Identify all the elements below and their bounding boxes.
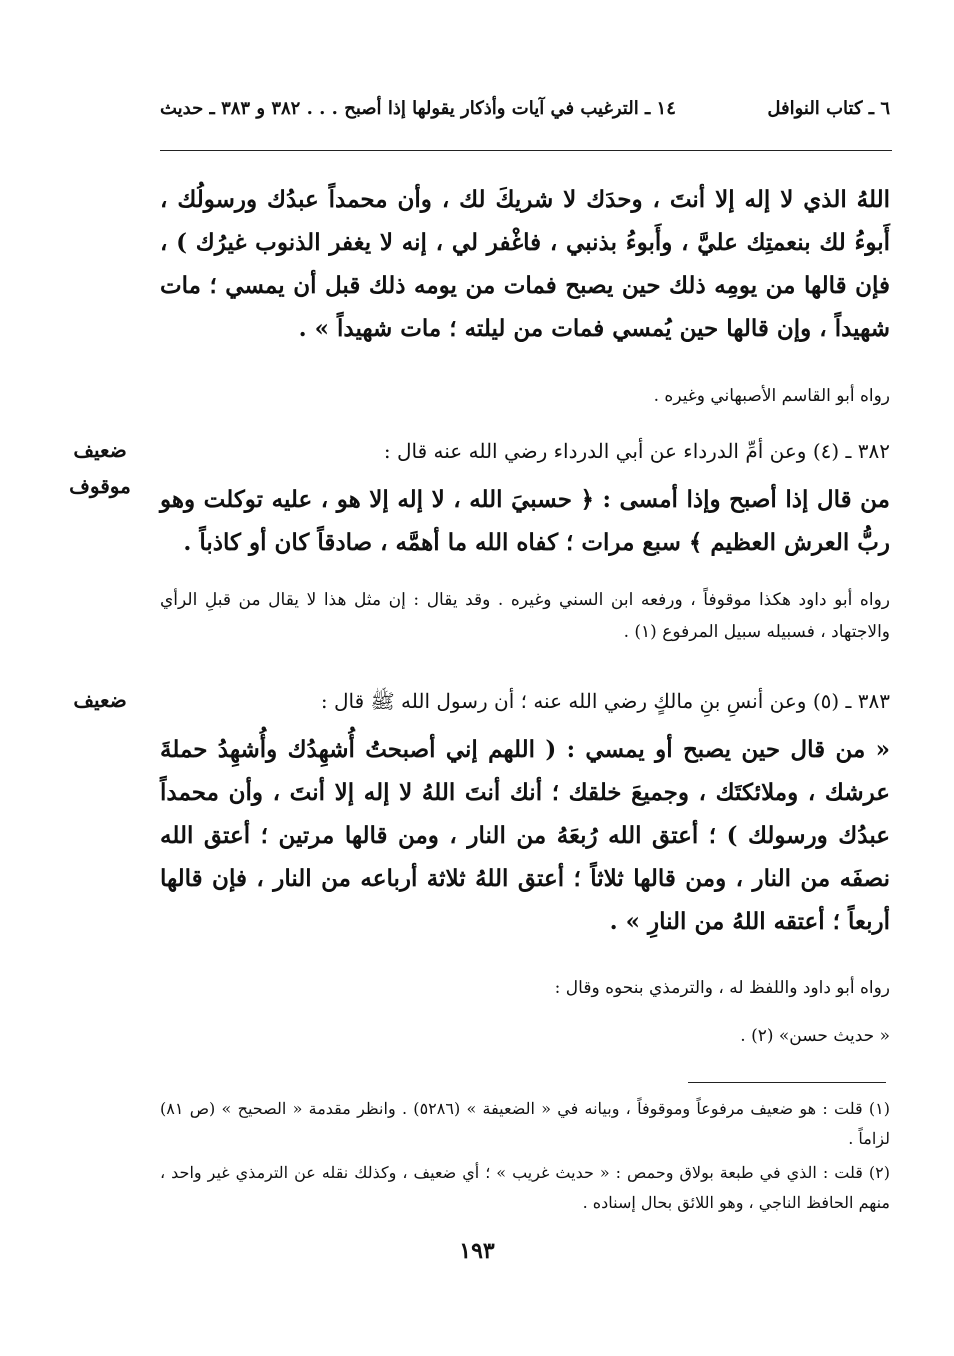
footnote-1: (١) قلت : هو ضعيف مرفوعاً وموقوفاً ، وبيانه في « الضعيفة » (٥٢٨٦) . وانظر مقدمة « الصحيح » (ص ٨١) لزاماً . (160, 1099, 890, 1148)
running-header (160, 98, 890, 119)
header-divider (160, 150, 892, 151)
hadith-383-heading: ٣٨٣ ـ (٥) وعن أنسِ بنِ مالكٍ رضي الله عنه ؛ أن رسول الله ﷺ قال : (320, 689, 890, 713)
header-chapter: ٦ ـ كتاب النوافل (767, 98, 890, 119)
grade-383 (55, 682, 145, 718)
hadith-382-heading: ٣٨٢ ـ (٤) وعن أمِّ الدرداء عن أبي الدرداء رضي الله عنه قال : (383, 439, 890, 463)
hadith-383-source: رواه أبو داود واللفظ له ، والترمذي بنحوه وقال : (554, 978, 890, 998)
footnote-2: (٢) قلت : الذي في طبعة بولاق وحمص : « حديث غريب » ؛ أي ضعيف ، وكذلك نقله عن الترمذي غير واحد ، منهم الحافظ الناجي ، وهو اللائق بحال إسناده . (160, 1163, 890, 1212)
footnote-divider (688, 1082, 886, 1083)
hadith-382-text: من قال إذا أصبح وإذا أمسى : ﴿ حسبيَ الله ، لا إله إلا هو ، عليه توكلت وهو ربُّ العرش العظيم ﴾ سبع مرات ؛ كفاه الله ما أهمَّه ، صادقاً كان أو كاذباً . (160, 486, 890, 556)
continued-hadith-source: رواه أبو القاسم الأصبهاني وغيره . (653, 386, 890, 406)
header-section: ١٤ ـ الترغيب في آيات وأذكار يقولها إذا أصبح . . . ٣٨٢ و ٣٨٣ ـ حديث (160, 98, 676, 119)
grade-382-line-1: ضعيف (73, 438, 127, 462)
hadith-383-verdict: « حديث حسن» (٢) . (740, 1026, 890, 1046)
hadith-383-text: « من قال حين يصبح أو يمسي : ( اللهم إني أصبحتُ أُشهِدُك وأُشهِدُ حملةَ عرشك ، وملائكتَك ، وجميعَ خلقك ؛ أنك أنتَ اللهُ لا إله إلا أنتَ ، وأن محمداً عبدُك ورسولك ) ؛ أعتق الله رُبعَهُ من النار ، ومن قالها مرتين ؛ أعتق الله نصفَه من النار ، ومن قالها ثلاثاً ؛ أعتق اللهُ ثلاثة أرباعه من النار ، فإن قالها أربعاً ؛ أعتقه اللهُ من النارِ » . (160, 736, 890, 935)
hadith-382-source: رواه أبو داود هكذا موقوفاً ، ورفعه ابن السني وغيره . وقد يقال : إن مثل هذا لا يقال من قبلِ الرأي والاجتهاد ، فسبيله سبيل المرفوع (١) . (160, 590, 890, 642)
page-number: ١٩٣ (459, 1238, 495, 1264)
grade-383-line-1: ضعيف (73, 688, 127, 712)
continued-hadith-text: اللهُ الذي لا إله إلا أنتَ ، وحدَك لا شريكَ لك ، وأن محمداً عبدُك ورسولُك ، أَبوءُ لك بنعمتِك عليَّ ، وأَبوءُ بذنبي ، فاغْفر لي ، إنه لا يغفر الذنوب غيرُك ) ، فإن قالها من يومِه ذلك حين يصبح فمات من يومه ذلك قبل أن يمسي ؛ مات شهيداً ، وإن قالها حين يُمسي فمات من ليلته ؛ مات شهيداً » . (160, 186, 890, 342)
grade-382 (55, 432, 145, 504)
grade-382-line-2: موقوف (69, 474, 131, 498)
